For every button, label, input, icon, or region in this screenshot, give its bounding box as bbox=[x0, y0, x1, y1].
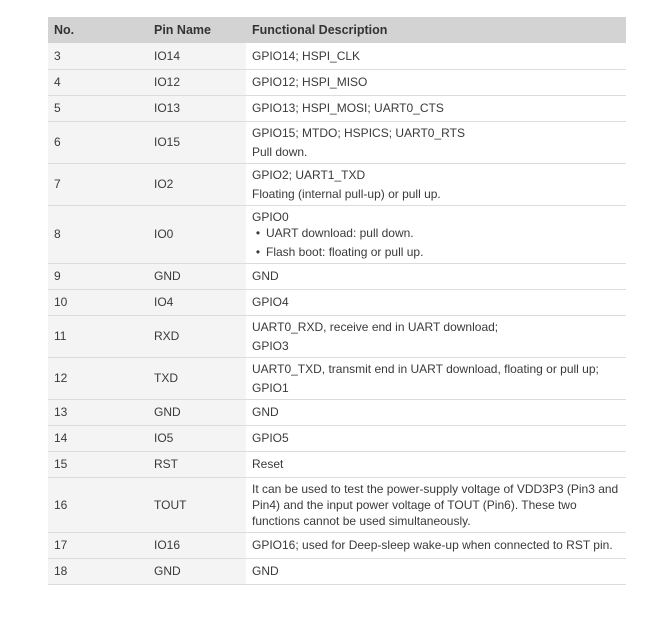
pin-number-cell: 8 bbox=[48, 205, 148, 263]
description-line: Pull down. bbox=[252, 144, 308, 159]
pin-number-cell: 16 bbox=[48, 477, 148, 532]
pin-name-cell: GND bbox=[148, 558, 246, 584]
functional-description-cell bbox=[246, 95, 626, 121]
bullet-text: Flash boot: floating or pull up. bbox=[266, 244, 424, 259]
pin-name-cell: IO14 bbox=[148, 43, 246, 69]
pin-table-container bbox=[48, 17, 626, 585]
table-row bbox=[48, 205, 626, 263]
table-row bbox=[48, 163, 626, 205]
table-row bbox=[48, 95, 626, 121]
pin-name-cell: IO4 bbox=[148, 289, 246, 315]
description-line: GPIO5 bbox=[252, 431, 289, 445]
pin-number-cell: 13 bbox=[48, 399, 148, 425]
table-row bbox=[48, 43, 626, 69]
pin-number-cell: 14 bbox=[48, 425, 148, 451]
pin-definition-table bbox=[48, 17, 626, 585]
bullet-dot-icon: • bbox=[255, 225, 261, 240]
table-row bbox=[48, 477, 626, 532]
pin-number-cell: 15 bbox=[48, 451, 148, 477]
pin-number-cell: 9 bbox=[48, 263, 148, 289]
pin-name-cell: TXD bbox=[148, 357, 246, 399]
table-row bbox=[48, 69, 626, 95]
description-line: GPIO3 bbox=[252, 338, 289, 353]
functional-description-cell bbox=[246, 425, 626, 451]
bullet-dot-icon: • bbox=[255, 244, 261, 259]
bullet-text: UART download: pull down. bbox=[266, 225, 414, 240]
pin-name-cell: GND bbox=[148, 399, 246, 425]
pin-number-cell: 18 bbox=[48, 558, 148, 584]
pin-number-cell: 5 bbox=[48, 95, 148, 121]
description-bullet-item bbox=[252, 225, 622, 241]
pin-name-cell: TOUT bbox=[148, 477, 246, 532]
pin-name-cell: IO16 bbox=[148, 532, 246, 558]
description-line: GND bbox=[252, 405, 279, 419]
functional-description-cell bbox=[246, 43, 626, 69]
pin-name-cell: IO15 bbox=[148, 121, 246, 163]
description-line: GPIO0 bbox=[252, 209, 289, 224]
description-line: Floating (internal pull-up) or pull up. bbox=[252, 186, 441, 201]
table-row bbox=[48, 425, 626, 451]
table-row bbox=[48, 399, 626, 425]
header-pin-name: Pin Name bbox=[148, 17, 246, 43]
description-line: GND bbox=[252, 564, 279, 578]
pin-number-cell: 10 bbox=[48, 289, 148, 315]
functional-description-cell bbox=[246, 532, 626, 558]
functional-description-cell bbox=[246, 357, 626, 399]
table-row bbox=[48, 532, 626, 558]
description-line: GPIO16; used for Deep-sleep wake-up when connected to RST pin. bbox=[252, 538, 613, 552]
description-line: UART0_RXD, receive end in UART download; bbox=[252, 319, 499, 334]
description-line: GPIO4 bbox=[252, 295, 289, 309]
header-row bbox=[48, 17, 626, 43]
pin-name-cell: IO13 bbox=[148, 95, 246, 121]
functional-description-cell bbox=[246, 477, 626, 532]
pin-number-cell: 6 bbox=[48, 121, 148, 163]
description-line: GPIO12; HSPI_MISO bbox=[252, 75, 368, 89]
pin-number-cell: 4 bbox=[48, 69, 148, 95]
pin-number-cell: 12 bbox=[48, 357, 148, 399]
pin-name-cell: RST bbox=[148, 451, 246, 477]
pin-name-cell: IO0 bbox=[148, 205, 246, 263]
pin-name-cell: IO2 bbox=[148, 163, 246, 205]
table-row bbox=[48, 451, 626, 477]
header-no: No. bbox=[48, 17, 148, 43]
table-row bbox=[48, 121, 626, 163]
functional-description-cell bbox=[246, 121, 626, 163]
table-row bbox=[48, 558, 626, 584]
table-row bbox=[48, 315, 626, 357]
pin-number-cell: 7 bbox=[48, 163, 148, 205]
pin-number-cell: 3 bbox=[48, 43, 148, 69]
pin-number-cell: 17 bbox=[48, 532, 148, 558]
description-line: GPIO2; UART1_TXD bbox=[252, 167, 366, 182]
table-body bbox=[48, 43, 626, 584]
table-row bbox=[48, 289, 626, 315]
functional-description-cell bbox=[246, 558, 626, 584]
pin-number-cell: 11 bbox=[48, 315, 148, 357]
functional-description-cell bbox=[246, 451, 626, 477]
pin-name-cell: IO5 bbox=[148, 425, 246, 451]
description-line: It can be used to test the power-supply voltage of VDD3P3 (Pin3 and Pin4) and the input power voltage of TOUT (Pin6). These two functions cannot be used simultaneously. bbox=[252, 481, 619, 528]
description-line: GPIO15; MTDO; HSPICS; UART0_RTS bbox=[252, 125, 465, 140]
functional-description-cell bbox=[246, 163, 626, 205]
functional-description-cell bbox=[246, 289, 626, 315]
functional-description-cell bbox=[246, 69, 626, 95]
description-bullet-item bbox=[252, 244, 622, 260]
table-row bbox=[48, 357, 626, 399]
functional-description-cell bbox=[246, 315, 626, 357]
pin-name-cell: GND bbox=[148, 263, 246, 289]
description-line: GPIO13; HSPI_MOSI; UART0_CTS bbox=[252, 101, 444, 115]
functional-description-cell bbox=[246, 205, 626, 263]
header-functional-description: Functional Description bbox=[246, 17, 626, 43]
pin-name-cell: RXD bbox=[148, 315, 246, 357]
pin-name-cell: IO12 bbox=[148, 69, 246, 95]
description-line: GPIO1 bbox=[252, 380, 289, 395]
description-line: GND bbox=[252, 269, 279, 283]
functional-description-cell bbox=[246, 263, 626, 289]
functional-description-cell bbox=[246, 399, 626, 425]
description-line: GPIO14; HSPI_CLK bbox=[252, 48, 361, 63]
description-line: UART0_TXD, transmit end in UART download, floating or pull up; bbox=[252, 361, 599, 376]
description-line: Reset bbox=[252, 457, 284, 471]
table-row bbox=[48, 263, 626, 289]
table-header bbox=[48, 17, 626, 43]
